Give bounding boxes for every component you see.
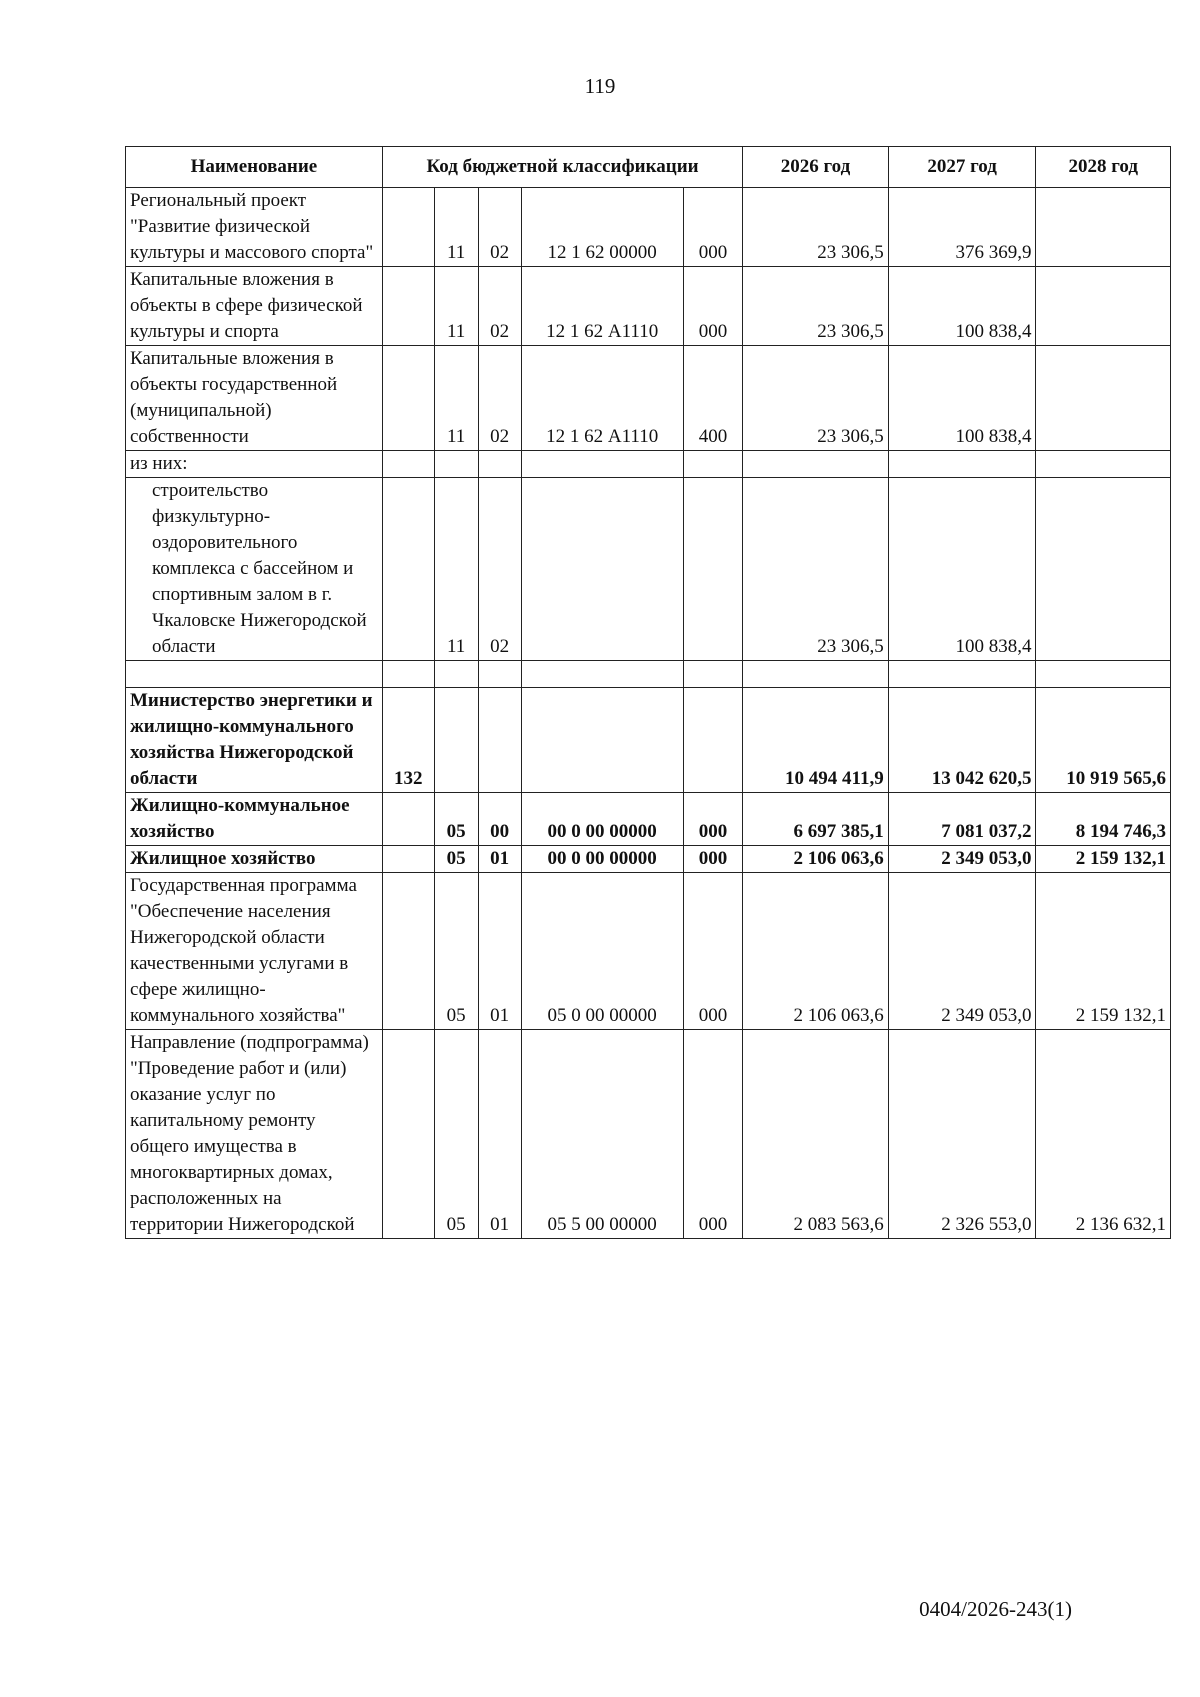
code-expense-type-cell: 000 bbox=[683, 188, 743, 267]
code-subsection-cell bbox=[478, 451, 521, 478]
value-2026-cell: 23 306,5 bbox=[743, 267, 888, 346]
code-target-cell: 05 5 00 00000 bbox=[521, 1030, 683, 1239]
value-2026-cell bbox=[743, 661, 888, 688]
code-expense-type-cell bbox=[683, 451, 743, 478]
code-expense-type-cell: 000 bbox=[683, 793, 743, 846]
code-subsection-cell: 02 bbox=[478, 478, 521, 661]
value-2028-cell bbox=[1036, 267, 1171, 346]
name-cell: из них: bbox=[126, 451, 383, 478]
name-cell: Жилищное хозяйство bbox=[126, 846, 383, 873]
table-body bbox=[126, 188, 1171, 1239]
table-row bbox=[126, 793, 1171, 846]
code-expense-type-cell: 000 bbox=[683, 873, 743, 1030]
table-row bbox=[126, 346, 1171, 451]
value-2028-cell: 8 194 746,3 bbox=[1036, 793, 1171, 846]
code-subsection-cell: 01 bbox=[478, 873, 521, 1030]
value-2028-cell bbox=[1036, 661, 1171, 688]
value-2027-cell: 2 326 553,0 bbox=[888, 1030, 1036, 1239]
value-2027-cell: 13 042 620,5 bbox=[888, 688, 1036, 793]
value-2028-cell bbox=[1036, 451, 1171, 478]
code-section-cell: 05 bbox=[434, 873, 478, 1030]
table-row bbox=[126, 873, 1171, 1030]
table-row bbox=[126, 661, 1171, 688]
table-row bbox=[126, 478, 1171, 661]
header-code: Код бюджетной классификации bbox=[382, 147, 742, 188]
value-2028-cell: 2 136 632,1 bbox=[1036, 1030, 1171, 1239]
code-ministry-cell bbox=[382, 267, 434, 346]
value-2028-cell: 2 159 132,1 bbox=[1036, 846, 1171, 873]
value-2026-cell: 23 306,5 bbox=[743, 478, 888, 661]
name-cell: Региональный проект "Развитие физической культуры и массового спорта" bbox=[126, 188, 383, 267]
name-cell: Жилищно-коммунальное хозяйство bbox=[126, 793, 383, 846]
value-2027-cell: 100 838,4 bbox=[888, 478, 1036, 661]
code-subsection-cell: 01 bbox=[478, 846, 521, 873]
code-target-cell: 12 1 62 А1110 bbox=[521, 267, 683, 346]
code-expense-type-cell: 000 bbox=[683, 1030, 743, 1239]
value-2027-cell bbox=[888, 661, 1036, 688]
code-ministry-cell bbox=[382, 661, 434, 688]
table-row bbox=[126, 451, 1171, 478]
code-target-cell bbox=[521, 661, 683, 688]
code-expense-type-cell: 400 bbox=[683, 346, 743, 451]
name-cell bbox=[126, 661, 383, 688]
code-section-cell bbox=[434, 688, 478, 793]
document-code: 0404/2026-243(1) bbox=[919, 1597, 1072, 1621]
value-2026-cell: 23 306,5 bbox=[743, 346, 888, 451]
name-cell: строительство физкультурно-оздоровительного комплекса с бассейном и спортивным залом в г. Чкаловске Нижегородской области bbox=[126, 478, 383, 661]
value-2028-cell: 10 919 565,6 bbox=[1036, 688, 1171, 793]
code-section-cell: 11 bbox=[434, 346, 478, 451]
name-cell: Направление (подпрограмма) "Проведение работ и (или) оказание услуг по капитальному ремонту общего имущества в многоквартирных домах, расположенных на территории Нижегородской bbox=[126, 1030, 383, 1239]
value-2026-cell bbox=[743, 451, 888, 478]
value-2028-cell bbox=[1036, 478, 1171, 661]
name-cell: Государственная программа "Обеспечение населения Нижегородской области качественными услугами в сфере жилищно-коммунального хозяйства" bbox=[126, 873, 383, 1030]
code-target-cell: 00 0 00 00000 bbox=[521, 793, 683, 846]
code-subsection-cell: 02 bbox=[478, 346, 521, 451]
code-ministry-cell bbox=[382, 478, 434, 661]
value-2027-cell: 2 349 053,0 bbox=[888, 846, 1036, 873]
name-cell: Министерство энергетики и жилищно-коммунального хозяйства Нижегородской области bbox=[126, 688, 383, 793]
code-section-cell bbox=[434, 661, 478, 688]
value-2026-cell: 10 494 411,9 bbox=[743, 688, 888, 793]
code-ministry-cell bbox=[382, 346, 434, 451]
table-row bbox=[126, 846, 1171, 873]
value-2028-cell bbox=[1036, 346, 1171, 451]
table-row bbox=[126, 267, 1171, 346]
value-2026-cell: 6 697 385,1 bbox=[743, 793, 888, 846]
value-2026-cell: 2 083 563,6 bbox=[743, 1030, 888, 1239]
value-2026-cell: 23 306,5 bbox=[743, 188, 888, 267]
code-subsection-cell: 00 bbox=[478, 793, 521, 846]
value-2026-cell: 2 106 063,6 bbox=[743, 846, 888, 873]
budget-table bbox=[125, 146, 1171, 1239]
value-2027-cell: 2 349 053,0 bbox=[888, 873, 1036, 1030]
code-expense-type-cell bbox=[683, 688, 743, 793]
code-ministry-cell bbox=[382, 846, 434, 873]
value-2027-cell: 376 369,9 bbox=[888, 188, 1036, 267]
code-ministry-cell bbox=[382, 1030, 434, 1239]
code-expense-type-cell bbox=[683, 661, 743, 688]
header-name: Наименование bbox=[126, 147, 383, 188]
code-expense-type-cell bbox=[683, 478, 743, 661]
code-section-cell bbox=[434, 451, 478, 478]
header-2027: 2027 год bbox=[888, 147, 1036, 188]
header-2026: 2026 год bbox=[743, 147, 888, 188]
code-section-cell: 11 bbox=[434, 478, 478, 661]
code-section-cell: 05 bbox=[434, 846, 478, 873]
code-section-cell: 05 bbox=[434, 1030, 478, 1239]
code-target-cell bbox=[521, 451, 683, 478]
code-ministry-cell bbox=[382, 873, 434, 1030]
page-number: 119 bbox=[584, 74, 616, 98]
code-target-cell: 12 1 62 00000 bbox=[521, 188, 683, 267]
code-target-cell: 00 0 00 00000 bbox=[521, 846, 683, 873]
code-expense-type-cell: 000 bbox=[683, 846, 743, 873]
code-ministry-cell bbox=[382, 451, 434, 478]
table-header-row bbox=[126, 147, 1171, 188]
table-row bbox=[126, 688, 1171, 793]
code-ministry-cell bbox=[382, 793, 434, 846]
table-row bbox=[126, 1030, 1171, 1239]
name-cell: Капитальные вложения в объекты государственной (муниципальной) собственности bbox=[126, 346, 383, 451]
code-subsection-cell: 02 bbox=[478, 267, 521, 346]
name-cell: Капитальные вложения в объекты в сфере физической культуры и спорта bbox=[126, 267, 383, 346]
code-section-cell: 11 bbox=[434, 188, 478, 267]
code-subsection-cell bbox=[478, 661, 521, 688]
code-subsection-cell: 01 bbox=[478, 1030, 521, 1239]
code-target-cell bbox=[521, 478, 683, 661]
code-target-cell: 05 0 00 00000 bbox=[521, 873, 683, 1030]
code-ministry-cell: 132 bbox=[382, 688, 434, 793]
value-2027-cell: 100 838,4 bbox=[888, 267, 1036, 346]
code-subsection-cell: 02 bbox=[478, 188, 521, 267]
code-expense-type-cell: 000 bbox=[683, 267, 743, 346]
code-target-cell: 12 1 62 А1110 bbox=[521, 346, 683, 451]
code-section-cell: 05 bbox=[434, 793, 478, 846]
code-ministry-cell bbox=[382, 188, 434, 267]
header-2028: 2028 год bbox=[1036, 147, 1171, 188]
value-2027-cell: 7 081 037,2 bbox=[888, 793, 1036, 846]
code-subsection-cell bbox=[478, 688, 521, 793]
code-target-cell bbox=[521, 688, 683, 793]
table-row bbox=[126, 188, 1171, 267]
value-2027-cell bbox=[888, 451, 1036, 478]
value-2028-cell bbox=[1036, 188, 1171, 267]
code-section-cell: 11 bbox=[434, 267, 478, 346]
value-2026-cell: 2 106 063,6 bbox=[743, 873, 888, 1030]
value-2027-cell: 100 838,4 bbox=[888, 346, 1036, 451]
value-2028-cell: 2 159 132,1 bbox=[1036, 873, 1171, 1030]
